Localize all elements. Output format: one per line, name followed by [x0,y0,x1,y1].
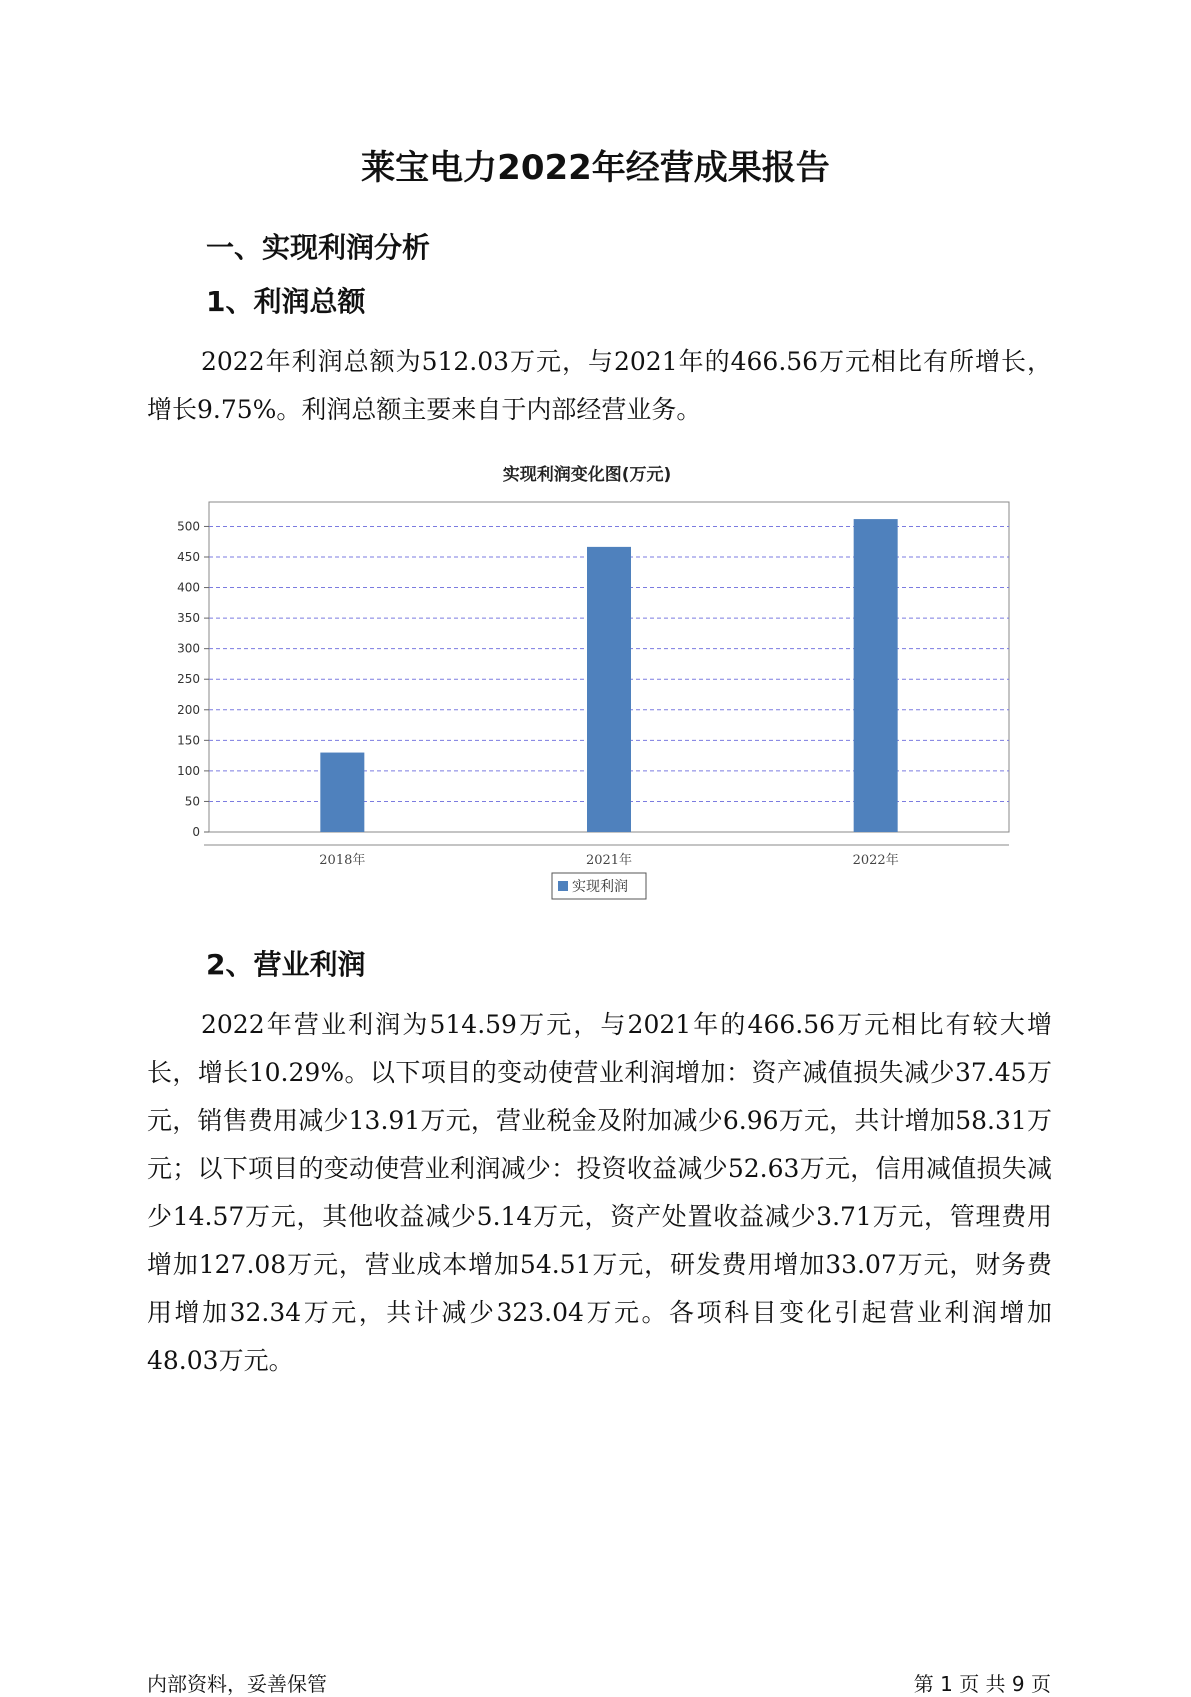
y-tick-label: 300 [177,641,200,656]
bar [320,753,364,832]
y-tick-label: 450 [177,550,200,564]
subheading-operating-profit: 2、营业利润 [206,948,366,981]
profit-bar-chart [147,455,1027,915]
footer-confidential-note: 内部资料，妥善保管 [147,1672,327,1696]
legend-swatch [558,881,568,891]
x-tick-label: 2018年 [319,853,366,868]
paragraph-total-profit: 2022年利润总额为512.03万元，与2021年的466.56万元相比有所增长，增长9.75%。利润总额主要来自于内部经营业务。 [147,347,1052,424]
document-title: 莱宝电力2022年经营成果报告 [361,148,830,188]
legend-label: 实现利润 [572,879,628,895]
y-tick-label: 200 [177,702,200,717]
bar [854,519,898,832]
y-tick-label: 250 [177,672,200,687]
paragraph-operating-profit: 2022年营业利润为514.59万元，与2021年的466.56万元相比有较大增长，增长10.29%。以下项目的变动使营业利润增加：资产减值损失减少37.45万元，销售费用减少13.91万元，营业税金及附加减少6.96万元，共计增加58.31万元；以下项目的变动使营业利润减少：投资收益减少52.63万元，信用减值损失减少14.57万元，其他收益减少5.14万元，资产处置收益减少3.71万元，管理费用增加127.08万元，营业成本增加54.51万元，研发费用增加33.07万元，财务费用增加32.34万元，共计减少323.04万元。各项科目变化引起营业利润增加48.03万元。 [147,1010,1052,1375]
section-heading-profit-analysis: 一、实现利润分析 [206,231,431,264]
x-tick-label: 2022年 [852,853,899,868]
y-tick-label: 100 [177,763,200,778]
bar [587,547,631,832]
y-tick-label: 50 [184,794,200,809]
y-tick-label: 150 [177,733,200,748]
footer-page-number: 第 1 页 共 9 页 [913,1672,1051,1696]
y-tick-label: 0 [192,825,200,839]
subheading-total-profit: 1、利润总额 [206,285,366,318]
x-tick-label: 2021年 [585,853,633,868]
y-tick-label: 400 [177,580,200,595]
y-tick-label: 350 [177,611,200,626]
y-tick-label: 500 [177,519,200,534]
chart-title: 实现利润变化图(万元) [502,465,672,485]
